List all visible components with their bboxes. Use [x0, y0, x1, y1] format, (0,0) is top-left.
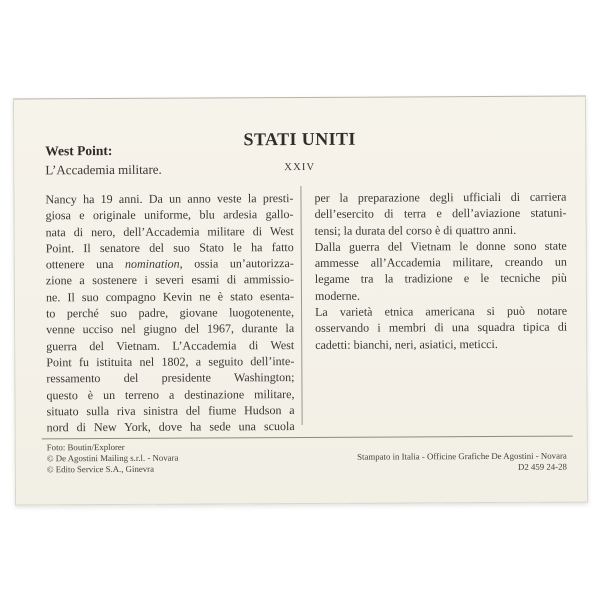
footer-credit-line: Foto: Boutin/Explorer — [46, 441, 125, 453]
body-text-line: La varietà etnica americana si può notare — [315, 303, 568, 320]
body-right-column — [314, 189, 567, 353]
footer — [47, 440, 567, 475]
body-text-line: venne ucciso nel giugno del 1967, durante la — [46, 321, 295, 337]
card-number: XXIV — [284, 161, 316, 174]
column-divider-line — [300, 186, 302, 425]
body-text-line: tensi; la durata del corso è di quattro anni. — [314, 222, 517, 238]
body-left-column — [45, 190, 294, 436]
body-text-line: legame tra la tradizione e le tecniche più — [314, 271, 567, 287]
body-text-line: osservando i membri di una squadra tipica di — [315, 319, 568, 336]
card-topic-heading: West Point: — [45, 142, 113, 159]
body-text-line: ressamento del presidente Washington; — [46, 370, 295, 386]
body-text-line: guerra del Vietnam. L’Accademia di West — [46, 337, 295, 354]
body-text-line: Dalla guerra del Vietnam le donne sono state — [314, 238, 567, 254]
card-title: STATI UNITI — [243, 128, 356, 150]
body-text-line: Point. Il senatore del suo Stato le ha fatto — [45, 239, 294, 256]
body-text-line: per la preparazione degli ufficiali di carriera — [314, 189, 567, 205]
body-text-line: ammesse all’Accademia militare, creando un — [314, 254, 567, 271]
body-text-line: ne. Il suo compagno Kevin ne è stato esenta- — [45, 288, 295, 305]
card — [13, 96, 588, 506]
footer-credit-line: © De Agostini Mailing s.r.l. - Novara — [46, 452, 179, 464]
footer-print-line: D2 459 24-28 — [517, 461, 567, 472]
footer-print-block — [357, 451, 567, 474]
footer-divider-rule — [42, 436, 573, 440]
body-text-line: dell’esercito di terra e dell’aviazione statuni- — [314, 205, 567, 222]
body-text-line: zione a sostenere i severi esami di ammissio- — [45, 272, 294, 288]
footer-credits-block — [47, 442, 179, 475]
body-text-line: questo è un terreno a destinazione militare, — [46, 386, 295, 402]
body-text-segment: ottenere una — [45, 257, 126, 272]
body-text-line: to perché suo padre, giovane luogotenente, — [46, 305, 295, 321]
body-text-line: nord di New York, dove ha sede una scuola — [46, 419, 295, 435]
card-subtitle: L’Accademia militare. — [45, 161, 162, 178]
body-text-line: moderne. — [314, 288, 360, 303]
body-text-line: Point fu istituita nel 1802, a seguito dell’inte- — [46, 354, 295, 370]
body-text-line: Nancy ha 19 anni. Da un anno veste la presti- — [45, 191, 294, 207]
body-text-line: nata di nero, dell’Accademia militare di West — [45, 223, 294, 239]
footer-print-line: Stampato in Italia - Officine Grafiche De Agostini - Novara — [357, 450, 567, 462]
footer-credit-line: © Edito Service S.A., Ginevra — [46, 463, 154, 475]
body-text-line: situato sulla riva sinistra del fiume Hudson a — [46, 402, 295, 419]
italic-term: nomination — [124, 256, 180, 272]
body-text-line — [46, 255, 294, 273]
body-text-line: cadetti: bianchi, neri, asiatici, meticci. — [315, 336, 498, 352]
body-text-segment: , ossia un’autorizza- — [179, 256, 294, 271]
body-text-line: giosa e originale uniforme, blu ardesia gallo- — [45, 207, 294, 223]
